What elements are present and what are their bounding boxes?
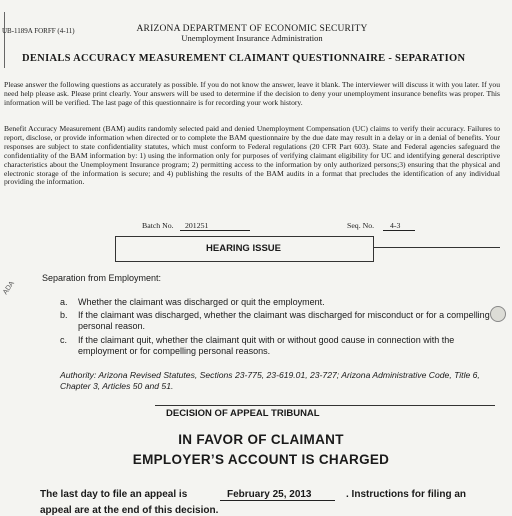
appeal-deadline-label: The last day to file an appeal is xyxy=(40,489,188,500)
issue-item-c xyxy=(60,335,500,357)
appeal-instructions-text: . Instructions for filing an xyxy=(346,489,466,500)
authority-citation: Authority: Arizona Revised Statutes, Sections 23-775, 23-619.01, 23-727; Arizona Administrative Code, Title 6, Chapter 3, Articles 50 and 51. xyxy=(60,370,480,391)
hearing-issue-title: HEARING ISSUE xyxy=(206,243,281,254)
decision-ruling: IN FAVOR OF CLAIMANT xyxy=(178,432,344,447)
seq-number-label: Seq. No. xyxy=(347,221,375,230)
batch-number-underline xyxy=(180,230,250,231)
batch-number-value: 201251 xyxy=(185,221,209,230)
decision-rule xyxy=(155,405,495,406)
issue-item-b xyxy=(60,310,500,332)
decision-title: DECISION OF APPEAL TRIBUNAL xyxy=(166,408,320,419)
issue-item-marker: a. xyxy=(60,297,68,307)
margin-handwritten-mark: ADA xyxy=(2,280,16,297)
issue-item-marker: b. xyxy=(60,310,68,320)
instructions-paragraph: Please answer the following questions as accurately as possible. If you do not know the answer, leave it blank. The interviewer will discuss it with you later. If you need help please ask. Please print clearly. Your answers will be used to determine if the decision to deny your unemployment insurance benefits was proper. This information will be verified. The last page of this questionnaire is for recording your work history. xyxy=(4,80,500,107)
appeal-instructions-continuation: appeal are at the end of this decision. xyxy=(40,505,219,516)
decision-account-charge: EMPLOYER’S ACCOUNT IS CHARGED xyxy=(132,452,390,467)
seq-number-underline xyxy=(383,230,415,231)
separation-label: Separation from Employment: xyxy=(42,273,162,283)
agency-name: ARIZONA DEPARTMENT OF ECONOMIC SECURITY xyxy=(136,24,368,34)
margin-rule xyxy=(4,12,5,68)
seq-number-value: 4-3 xyxy=(390,221,401,230)
hearing-issue-rule xyxy=(373,247,500,248)
issue-item-marker: c. xyxy=(60,335,68,345)
batch-number-label: Batch No. xyxy=(142,221,174,230)
document-title: DENIALS ACCURACY MEASUREMENT CLAIMANT QUESTIONNAIRE - SEPARATION xyxy=(22,53,466,64)
division-name: Unemployment Insurance Administration xyxy=(181,33,323,43)
appeal-date-underline xyxy=(220,500,335,501)
punch-hole xyxy=(490,306,506,322)
issue-item-text: Whether the claimant was discharged or quit the employment. xyxy=(78,297,325,307)
issue-item-text: If the claimant was discharged, whether the claimant was discharged for misconduct or for a compelling personal reason. xyxy=(78,310,490,331)
issue-item-a xyxy=(60,297,500,308)
form-id: UB-1189A FORFF (4-11) xyxy=(2,27,75,35)
appeal-deadline-date: February 25, 2013 xyxy=(227,489,312,500)
bam-confidentiality-paragraph: Benefit Accuracy Measurement (BAM) audits randomly selected paid and denied Unemployment Compensation (UC) claims to verify their accuracy. Failures to report, disclose, or provide information when directed or to complete the BAM questionnaire by the due date may result in a delay or in a denial of benefits. Your responses are subject to state confidentiality statutes, which must conform to Federal regulations (20 CFR Part 603). State and Federal agencies safeguard the confidentiality of the BAM information by: 1) using the information only for purposes of verifying claimant eligibility for UC and identifying general descriptive characteristics about the Unemployment Insurance program; 2) permitting access to the information by only authorized persons;3) ensuring that the physical and electronic storage of the information is secure; and 4) publishing the results of the BAM audits in a format that precludes the identification of any individual providing the information. xyxy=(4,124,500,187)
issue-item-text: If the claimant quit, whether the claimant quit with or without good cause in connection with the employment or for compelling personal reasons. xyxy=(78,335,455,356)
